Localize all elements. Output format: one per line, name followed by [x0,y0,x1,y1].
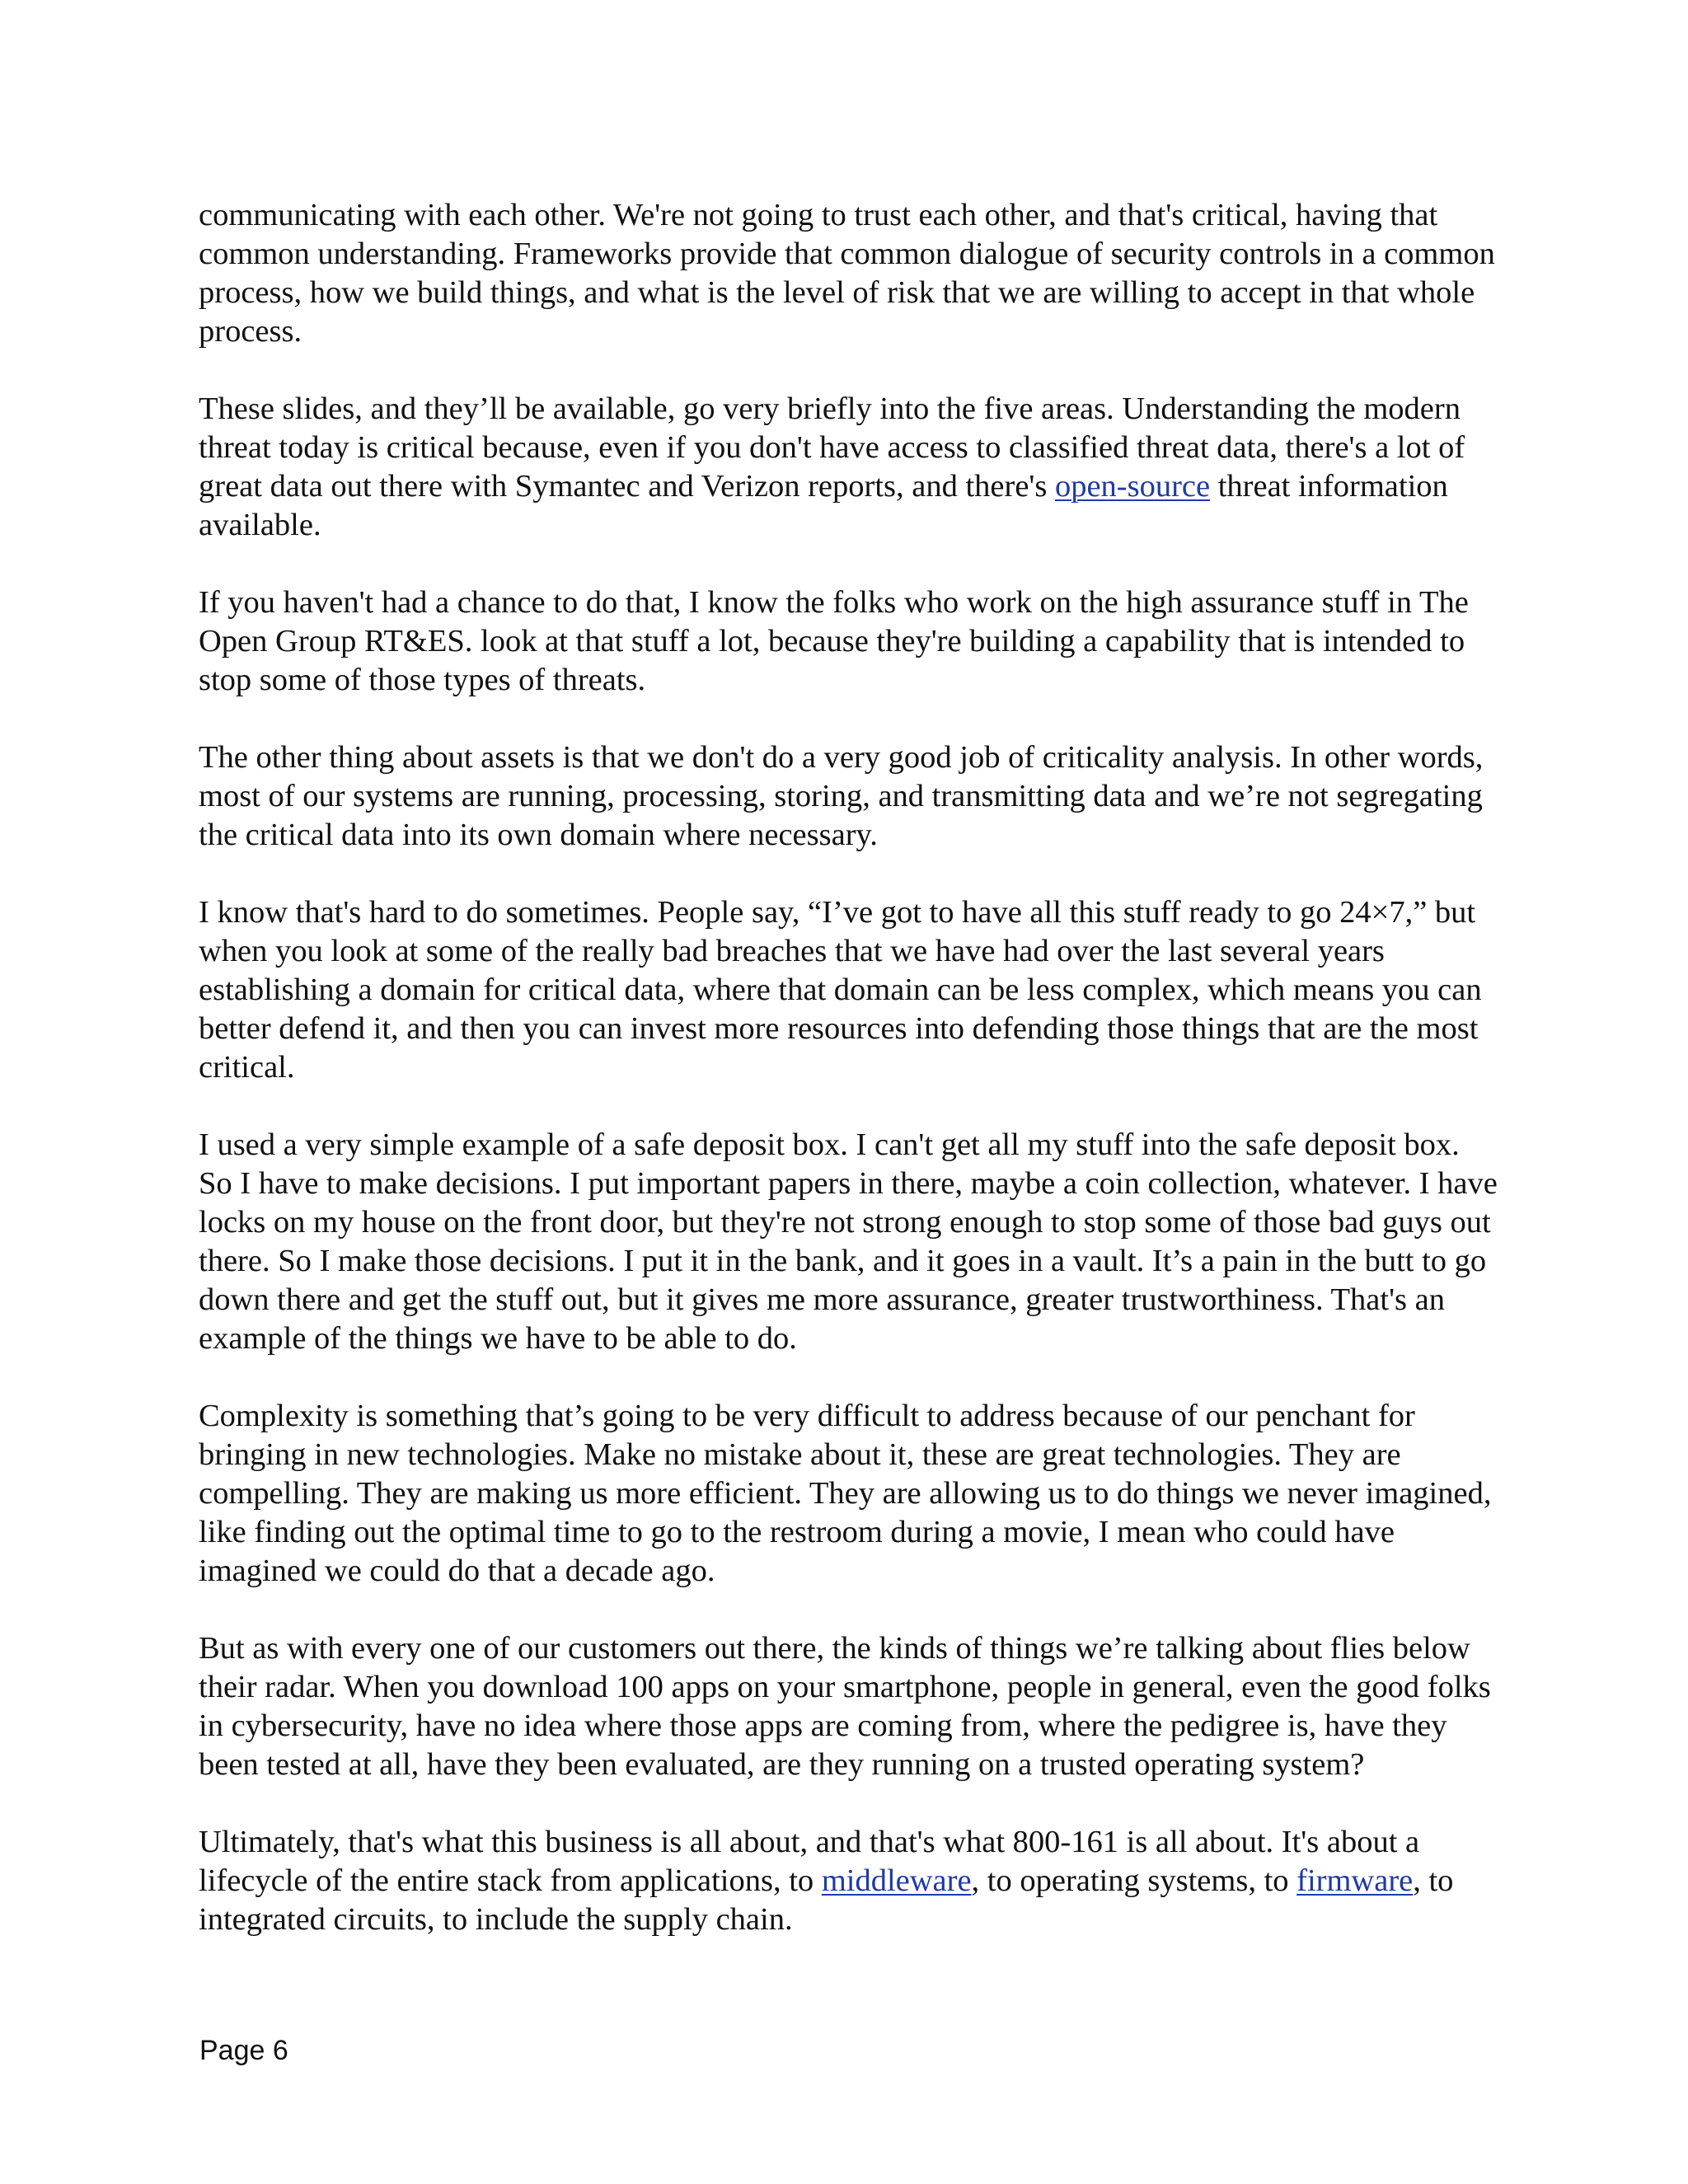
paragraph-text: I know that's hard to do sometimes. People say, “I’ve got to have all this stuff ready to go 24×7,” but when you look at some of the really bad breaches that we have had over the last several years establishing a domain for critical data, where that domain can be less complex, which means you can better defend it, and then you can invest more resources into defending those things that are the most critical. [199,895,1482,1085]
paragraph-text: But as with every one of our customers out there, the kinds of things we’re talking about flies below their radar. When you download 100 apps on your smartphone, people in general, even the good folks in cybersecurity, have no idea where those apps are coming from, where the pedigree is, have they been tested at all, have they been evaluated, are they running on a trusted operating system? [199,1631,1491,1782]
paragraph-text: threat information available. [199,469,1448,542]
paragraph-text: , to operating systems, to [971,1863,1297,1898]
paragraph-text: Ultimately, that's what this business is all about, and that's what 800-161 is all about. It's about a lifecycle of the entire stack from applications, to [199,1825,1420,1898]
paragraph [199,583,1501,700]
paragraph-text: Complexity is something that’s going to be very difficult to address because of our penchant for bringing in new technologies. Make no mistake about it, these are great technologies. They are compelling. They are making us more efficient. They are allowing us to do things we never imagined, like finding out the optimal time to go to the restroom during a movie, I mean who could have imagined we could do that a decade ago. [199,1399,1492,1588]
paragraph-text: The other thing about assets is that we don't do a very good job of criticality analysis. In other words, most of our systems are running, processing, storing, and transmitting data and we’re not segregating the critical data into its own domain where necessary. [199,740,1484,852]
open-source-link[interactable]: open-source [1054,469,1211,504]
document-body [199,196,1501,1939]
paragraph [199,390,1501,545]
paragraph [199,1629,1501,1784]
paragraph-text: I used a very simple example of a safe deposit box. I can't get all my stuff into the safe deposit box. So I have to make decisions. I put important papers in there, maybe a coin collection, whatever. I have locks on my house on the front door, but they're not strong enough to stop some of those bad guys out there. So I make those decisions. I put it in the bank, and it goes in a vault. It’s a pain in the butt to go down there and get the stuff out, but it gives me more assurance, greater trustworthiness. That's an example of the things we have to be able to do. [199,1127,1498,1356]
paragraph [199,893,1501,1087]
paragraph-text: , to integrated circuits, to include the supply chain. [199,1863,1454,1937]
page-number: Page 6 [199,2035,288,2066]
paragraph [199,1397,1501,1591]
middleware-link[interactable]: middleware [821,1863,972,1898]
paragraph [199,1126,1501,1358]
paragraph-text: These slides, and they’ll be available, go very briefly into the five areas. Understanding the modern threat today is critical because, even if you don't have access to classified threat data, there's a lot of great data out there with Symantec and Verizon reports, and there's [199,391,1465,504]
firmware-link[interactable]: firmware [1296,1863,1414,1898]
paragraph [199,1823,1501,1939]
paragraph-text: communicating with each other. We're not going to trust each other, and that's critical, having that common understanding. Frameworks provide that common dialogue of security controls in a common process, how we build things, and what is the level of risk that we are willing to accept in that whole process. [199,198,1495,349]
paragraph-text: If you haven't had a chance to do that, I know the folks who work on the high assurance stuff in The Open Group RT&ES. look at that stuff a lot, because they're building a capability that is intended to stop some of those types of threats. [199,585,1469,697]
paragraph [199,196,1501,351]
paragraph [199,738,1501,855]
